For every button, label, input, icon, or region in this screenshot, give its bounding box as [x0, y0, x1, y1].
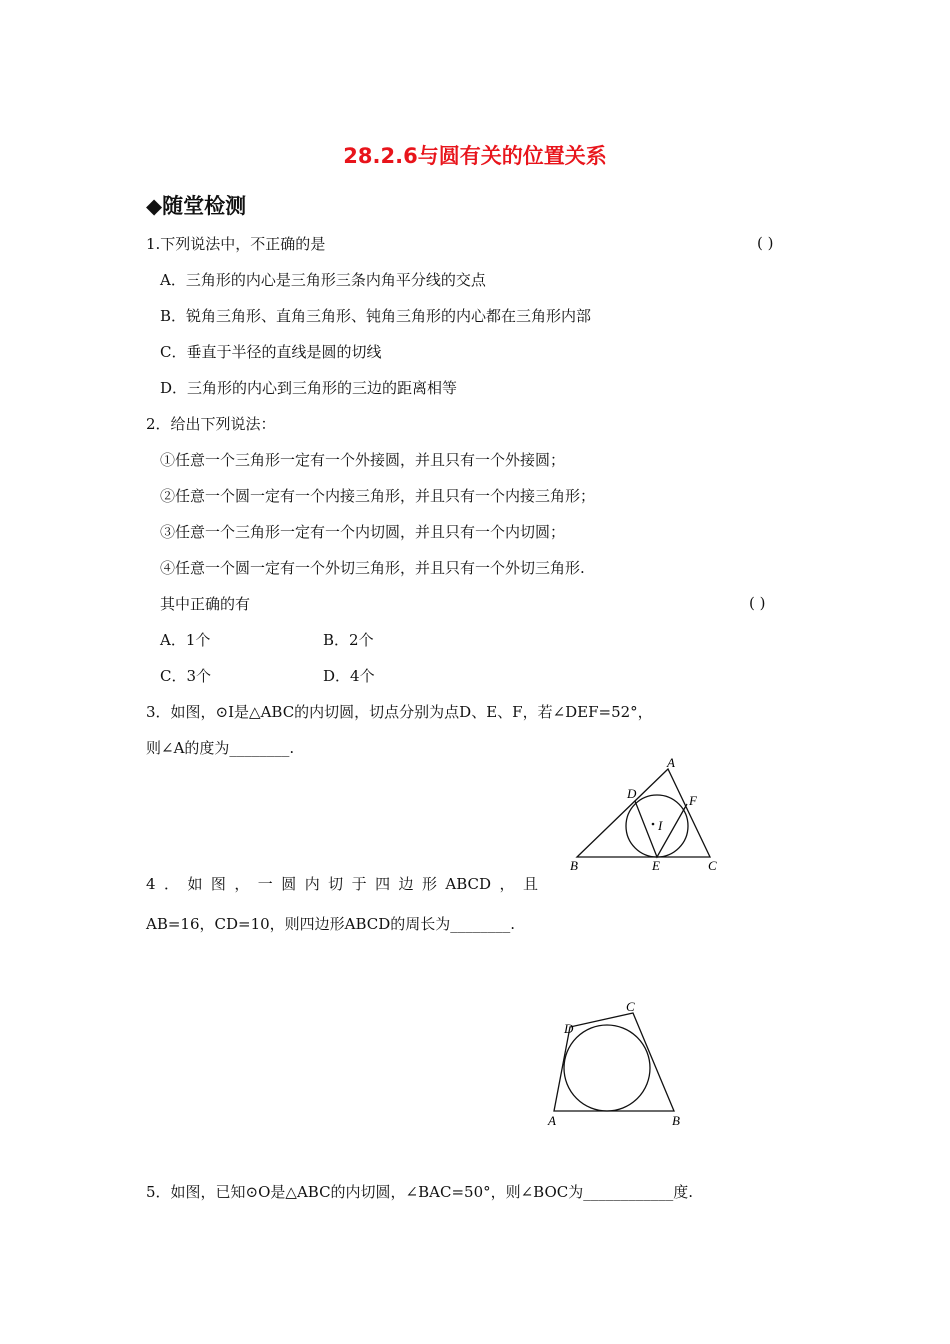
q4-char: 切 — [328, 875, 344, 893]
q4-char: 形 — [421, 875, 437, 893]
q4-char: 边 — [398, 875, 414, 893]
q4-label-d: D — [564, 1021, 574, 1036]
q1-option-d: D．三角形的内心到三角形的三边的距离相等 — [160, 379, 458, 397]
q2-option-a: A．1个 — [160, 631, 211, 649]
q2-item-1: ①任意一个三角形一定有一个外接圆，并且只有一个外接圆； — [160, 451, 566, 469]
q3-label-b: B — [570, 858, 578, 873]
q4-char: ， — [234, 875, 250, 893]
q2-item-4: ④任意一个圆一定有一个外切三角形，并且只有一个外切三角形. — [160, 559, 585, 577]
q4-char: 圆 — [281, 875, 297, 893]
incircle — [626, 795, 688, 857]
q3-label-a: A — [667, 755, 675, 770]
q3-triangle-incircle-figure — [560, 755, 730, 875]
q4-char: ． — [163, 875, 179, 893]
q1-option-a: A．三角形的内心是三角形三条内角平分线的交点 — [160, 271, 486, 289]
q2-stem: 2．给出下列说法： — [146, 415, 276, 433]
incircle — [564, 1025, 650, 1111]
q4-label-c: C — [626, 999, 635, 1014]
q4-char: 一 — [257, 875, 273, 893]
q4-char: 于 — [351, 875, 367, 893]
triangle-abc — [577, 769, 710, 857]
q4-label-b: B — [672, 1113, 680, 1128]
q4-line2: AB=16，CD=10，则四边形ABCD的周长为________. — [146, 915, 516, 933]
q1-answer-paren: ( ) — [757, 234, 774, 252]
q1-stem: 1.下列说法中，不正确的是 — [146, 235, 326, 253]
q4-char: 内 — [304, 875, 320, 893]
q4-char: ABCD — [445, 875, 492, 893]
q3-label-d: D — [627, 786, 637, 801]
q2-option-d: D．4个 — [323, 667, 375, 685]
section-heading: ◆随堂检测 — [146, 194, 247, 218]
q4-quadrilateral-incircle-figure — [540, 995, 690, 1135]
q3-line1: 3．如图，⊙I是△ABC的内切圆，切点分别为点D、E、F，若∠DEF=52°， — [146, 703, 653, 721]
q4-char: 且 — [522, 875, 538, 893]
q3-line2: 则∠A的度为________. — [146, 739, 295, 757]
q4-char: 四 — [375, 875, 391, 893]
q2-option-c: C．3个 — [160, 667, 212, 685]
q3-label-c: C — [708, 858, 717, 873]
q3-label-f: F — [689, 793, 697, 808]
incenter-point — [652, 823, 655, 826]
q4-line1 — [146, 874, 538, 894]
q4-char: ， — [499, 875, 515, 893]
q4-char: 如 — [187, 875, 203, 893]
page-title: 28.2.6与圆有关的位置关系 — [343, 144, 607, 168]
q1-option-b: B．锐角三角形、直角三角形、钝角三角形的内心都在三角形内部 — [160, 307, 592, 325]
q2-item-3: ③任意一个三角形一定有一个内切圆，并且只有一个内切圆； — [160, 523, 566, 541]
q1-option-c: C．垂直于半径的直线是圆的切线 — [160, 343, 382, 361]
q4-char: 图 — [210, 875, 226, 893]
q4-char: 4 — [146, 875, 156, 893]
q2-option-b: B．2个 — [323, 631, 374, 649]
q2-answer-paren: ( ) — [749, 594, 766, 612]
q2-item-2: ②任意一个圆一定有一个内接三角形，并且只有一个内接三角形； — [160, 487, 596, 505]
q3-label-e: E — [652, 858, 660, 873]
q3-label-i: I — [658, 818, 663, 833]
q2-ask: 其中正确的有 — [160, 595, 251, 613]
q4-label-a: A — [548, 1113, 556, 1128]
q5-line1: 5．如图，已知⊙O是△ABC的内切圆，∠BAC=50°，则∠BOC为____________度. — [146, 1183, 694, 1201]
